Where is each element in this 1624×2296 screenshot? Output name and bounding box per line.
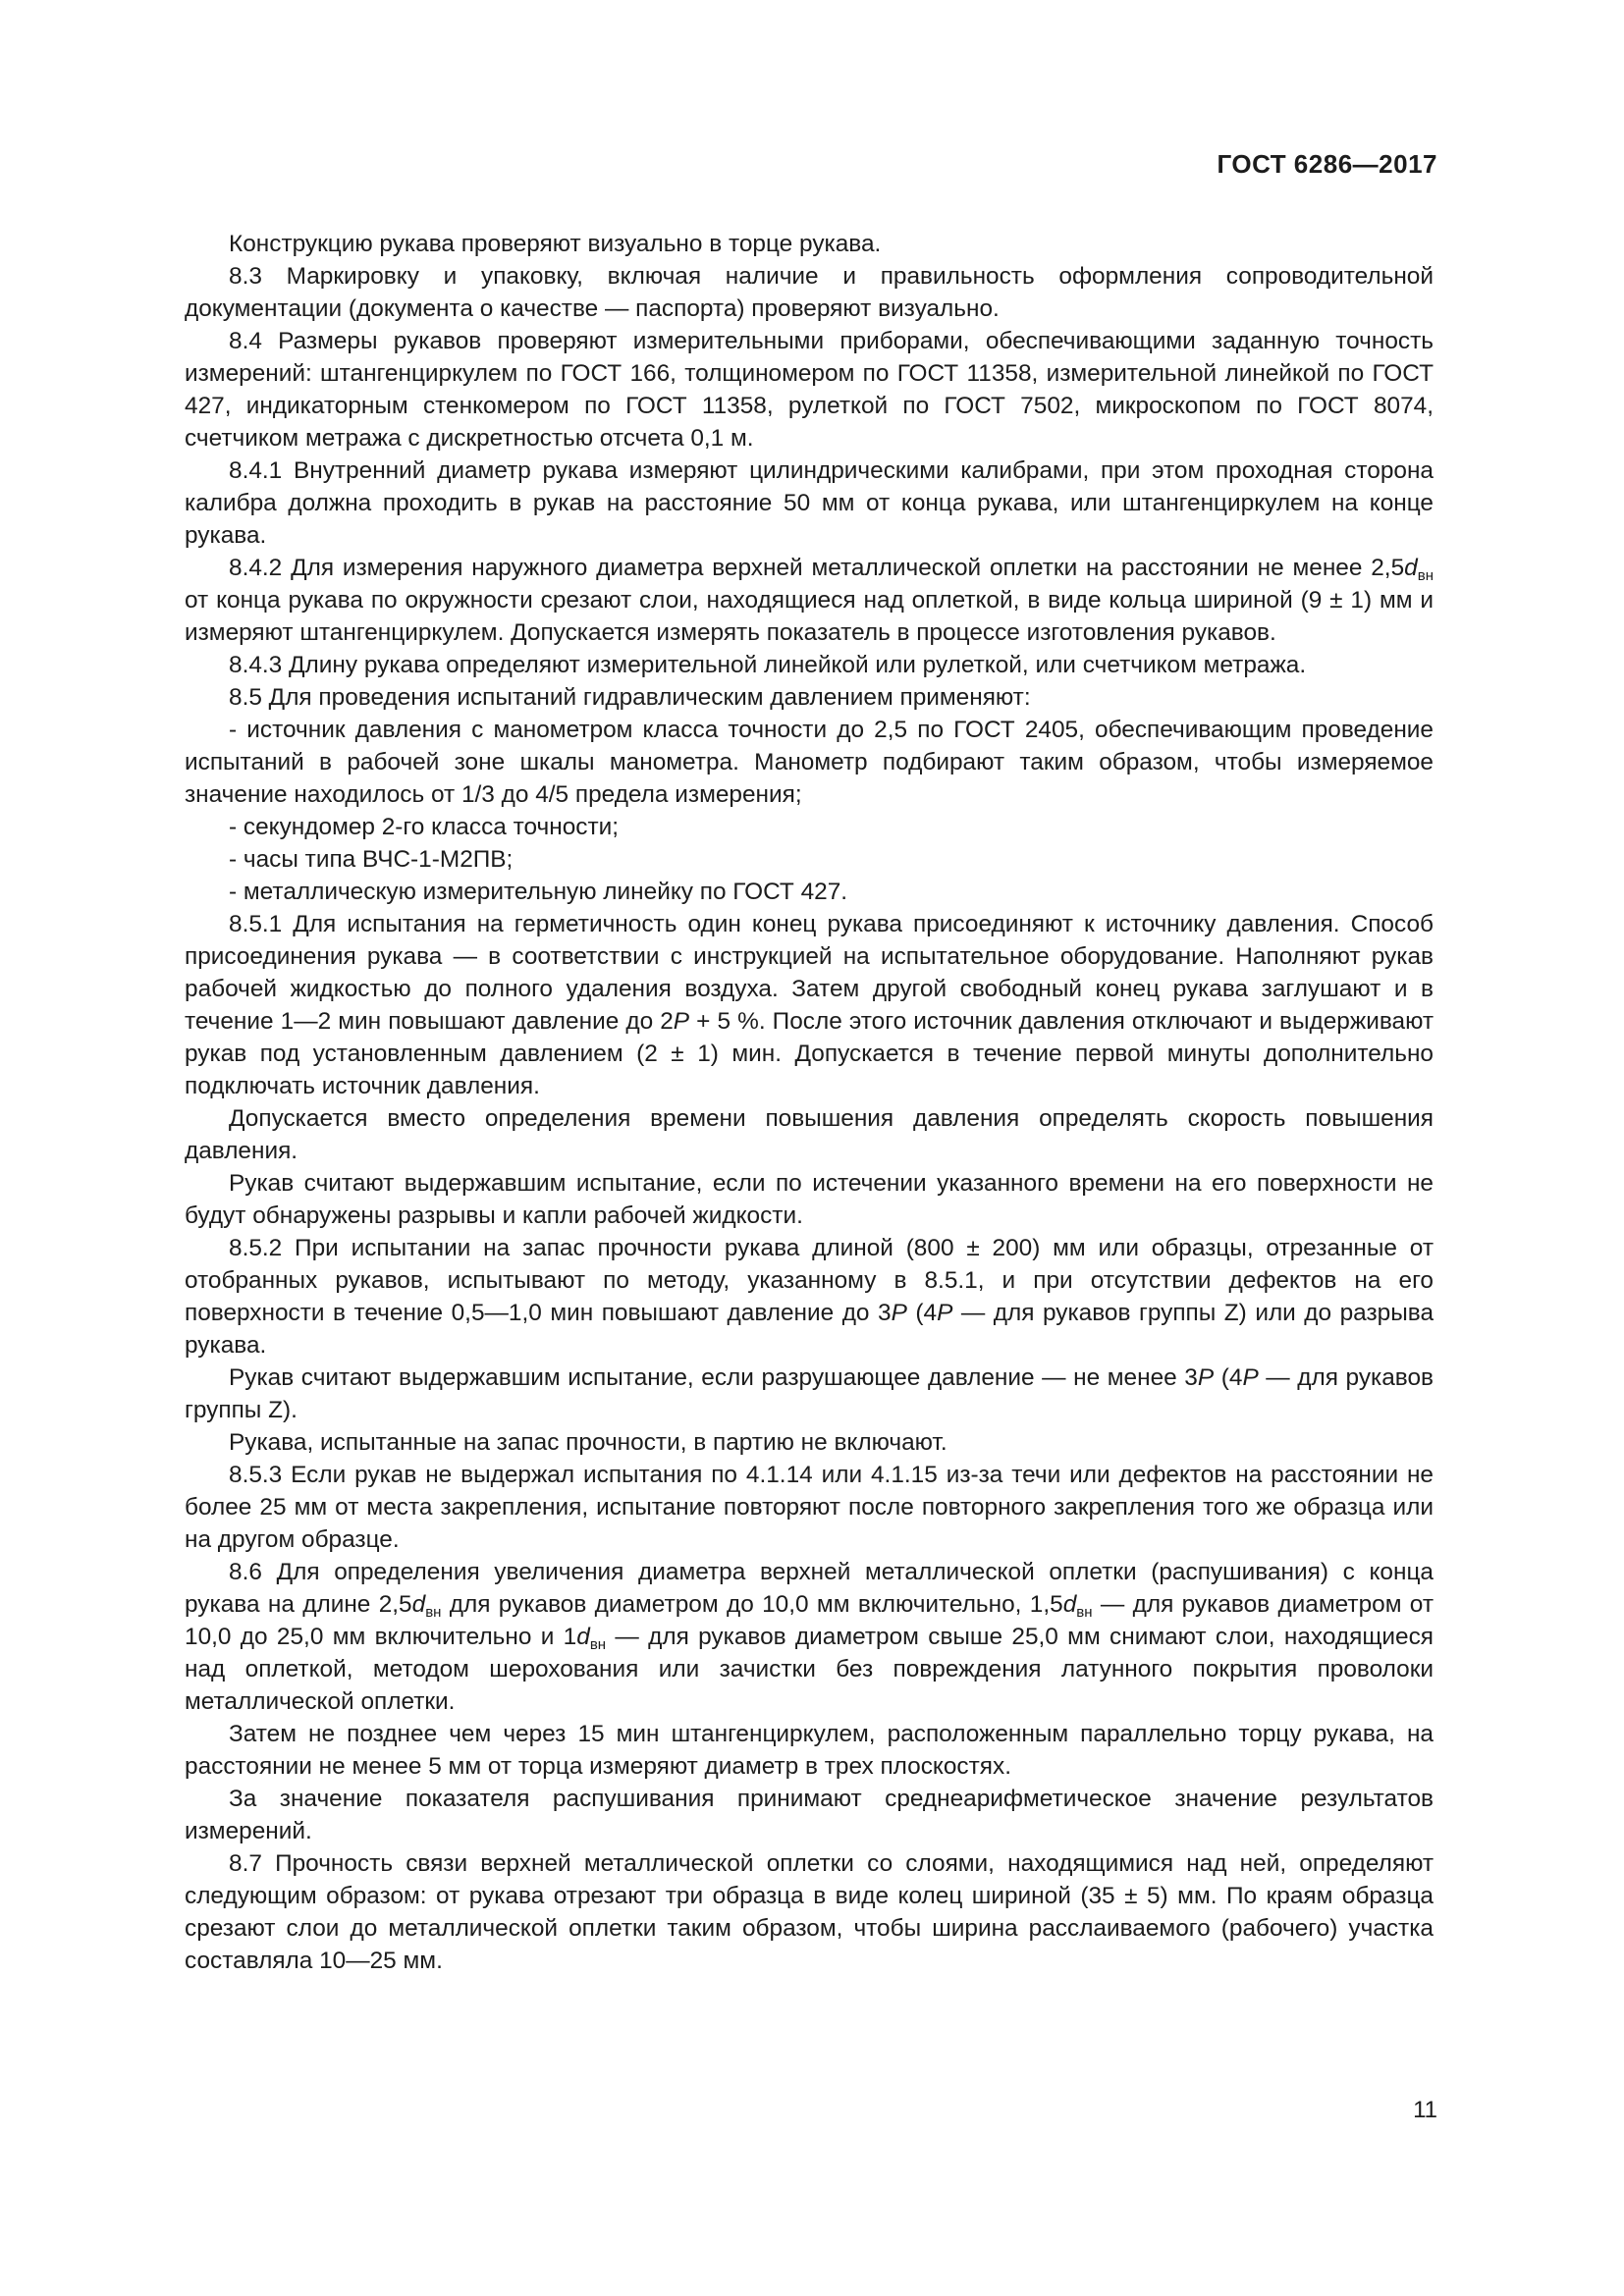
paragraph: 8.7 Прочность связи верхней металлической оплетки со слоями, находящимися над ней, определяют следующим образом: от рукава отрезают три образца в виде колец шириной (35 ± 5) мм. По краям образца срезают слои до металлической оплетки таким образом, чтобы ширина расслаиваемого (рабочего) участка составляла 10—25 мм. [185, 1850, 1434, 1974]
document-header: ГОСТ 6286—2017 [1217, 149, 1437, 179]
list-item: - металлическую измерительную линейку по ГОСТ 427. [229, 879, 848, 905]
document-body [185, 228, 1434, 1977]
paragraph-8-5-1: 8.5.1 Для испытания на герметичность один конец рукава присоединяют к источнику давления. Способ присоединения рукава — в соответствии с инструкцией на испытательное оборудование. Наполняют рукав рабочей жидкостью до полного удаления воздуха. Затем другой свободный конец рукава заглушают и в течение 1—2 мин повышают давление до 2P + 5 %. После этого источник давления отключают и выдерживают рукав под установленным давлением (2 ± 1) мин. Допускается в течение первой минуты дополнительно подключать источник давления. [185, 911, 1434, 1099]
paragraph: 8.4.1 Внутренний диаметр рукава измеряют цилиндрическими калибрами, при этом проходная сторона калибра должна проходить в рукав на расстояние 50 мм от конца рукава, или штангенциркулем на конце рукава. [185, 457, 1434, 549]
list-item: - секундомер 2-го класса точности; [229, 814, 620, 840]
paragraph: 8.4 Размеры рукавов проверяют измерительными приборами, обеспечивающими заданную точность измерений: штангенциркулем по ГОСТ 166, толщиномером по ГОСТ 11358, измерительной линейкой по ГОСТ 427, индикаторным стенкомером по ГОСТ 11358, рулеткой по ГОСТ 7502, микроскопом по ГОСТ 8074, счетчиком метража с дискретностью отсчета 0,1 м. [185, 328, 1434, 452]
paragraph: Затем не позднее чем через 15 мин штангенциркулем, расположенным параллельно торцу рукава, на расстоянии не менее 5 мм от торца измеряют диаметр в трех плоскостях. [185, 1721, 1434, 1780]
list-item: - часы типа ВЧС-1-М2ПВ; [229, 846, 514, 873]
paragraph-8-4-2: 8.4.2 Для измерения наружного диаметра верхней металлической оплетки на расстоянии не менее $2,5d_{вн}$ от конца рукава по окружности срезают слои, находящиеся над оплеткой, в виде кольца шириной (9 ± 1) мм и измеряют штангенциркулем. Допускается измерять показатель в процессе изготовления рукавов. [185, 555, 1434, 646]
paragraph: 8.4.3 Длину рукава определяют измерительной линейкой или рулеткой, или счетчиком метража. [229, 652, 1307, 678]
paragraph: Рукава, испытанные на запас прочности, в партию не включают. [229, 1429, 947, 1456]
paragraph: 8.5 Для проведения испытаний гидравлическим давлением применяют: [229, 684, 1031, 711]
paragraph: 8.3 Маркировку и упаковку, включая наличие и правильность оформления сопроводительной документации (документа о качестве — паспорта) проверяют визуально. [185, 263, 1434, 322]
paragraph: Рукав считают выдержавшим испытание, если по истечении указанного времени на его поверхности не будут обнаружены разрывы и капли рабочей жидкости. [185, 1170, 1434, 1229]
paragraph: За значение показателя распушивания принимают среднеарифметическое значение результатов измерений. [185, 1786, 1434, 1844]
paragraph-8-6: 8.6 Для определения увеличения диаметра верхней металлической оплетки (распушивания) с конца рукава на длине $2,5d_{вн}$ для рукавов диаметром до 10,0 мм включительно, $1,5d_{вн}$ — для рукавов диаметром от 10,0 до 25,0 мм включительно и $1d_{вн}$ — для рукавов диаметром свыше 25,0 мм снимают слои, находящиеся над оплеткой, методом шерохования или зачистки без повреждения латунного покрытия проволоки металлической оплетки. [185, 1559, 1435, 1715]
paragraph: Допускается вместо определения времени повышения давления определять скорость повышения давления. [185, 1105, 1434, 1164]
list-item: - источник давления с манометром класса точности до 2,5 по ГОСТ 2405, обеспечивающим проведение испытаний в рабочей зоне шкалы манометра. Манометр подбирают таким образом, чтобы измеряемое значение находилось от 1/3 до 4/5 предела измерения; [185, 717, 1434, 808]
paragraph-8-5-2: 8.5.2 При испытании на запас прочности рукава длиной (800 ± 200) мм или образцы, отрезанные от отобранных рукавов, испытывают по методу, указанному в 8.5.1, и при отсутствии дефектов на его поверхности в течение 0,5—1,0 мин повышают давление до 3P (4P — для рукавов группы Z) или до разрыва рукава. [185, 1235, 1435, 1359]
paragraph: 8.5.3 Если рукав не выдержал испытания по 4.1.14 или 4.1.15 из-за течи или дефектов на расстоянии не более 25 мм от места закрепления, испытание повторяют после повторного закрепления того же образца или на другом образце. [185, 1462, 1434, 1553]
paragraph: Конструкцию рукава проверяют визуально в торце рукава. [229, 231, 882, 257]
paragraph: Рукав считают выдержавшим испытание, если разрушающее давление — не менее 3P (4P — для рукавов группы Z). [185, 1364, 1435, 1423]
page-number: 11 [1413, 2097, 1437, 2123]
